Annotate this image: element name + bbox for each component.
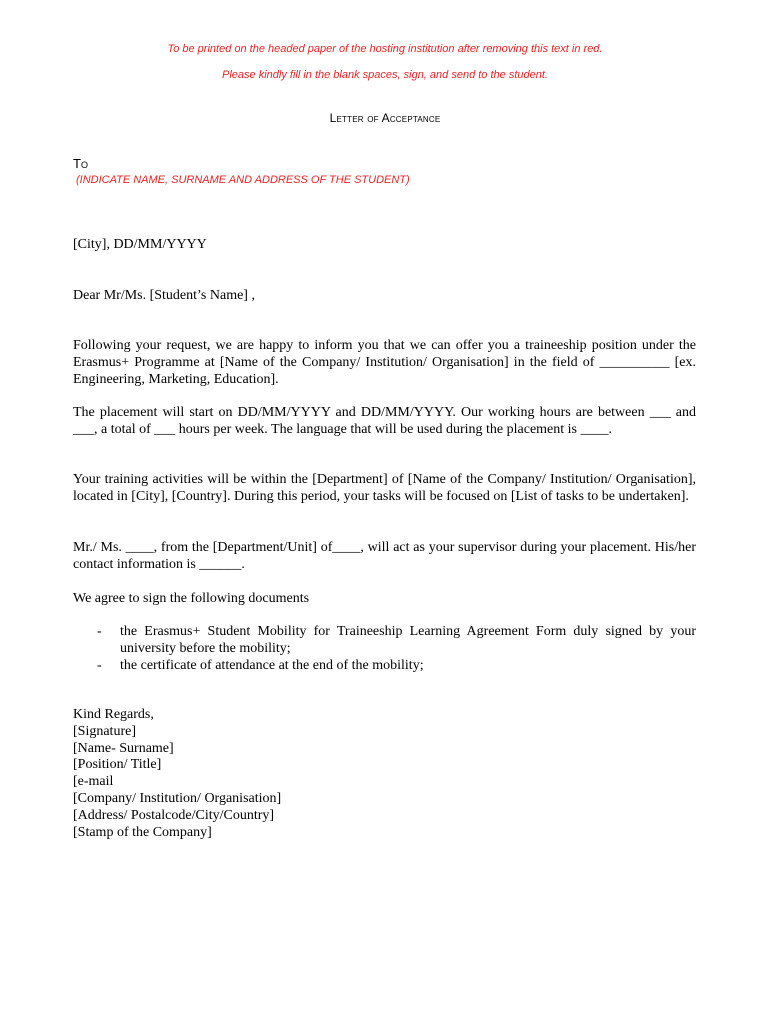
date-line: [City], DD/MM/YYYY xyxy=(73,237,207,252)
instruction-fill-note: Please kindly fill in the blank spaces, sign, and send to the student. xyxy=(222,69,548,81)
salutation: Dear Mr/Ms. [Student’s Name] , xyxy=(73,288,255,303)
name-line: [Name- Surname] xyxy=(73,740,174,756)
recipient-instruction: (INDICATE NAME, SURNAME AND ADDRESS OF THE STUDENT) xyxy=(76,174,410,186)
address-line: [Address/ Postalcode/City/Country] xyxy=(73,807,275,823)
list-bullet: - xyxy=(97,658,102,673)
paragraph-offer: Following your request, we are happy to inform you that we can offer you a traineeship position under the Erasmus+ Programme at [Name of the Company/ Institution/ Organisation] in the field of __________ [ex. Engineering, Marketing, Education]. xyxy=(73,338,696,387)
list-item-text: the certificate of attendance at the end of the mobility; xyxy=(120,658,424,673)
signature-line: [Signature] xyxy=(73,723,136,739)
closing-regards: Kind Regards, xyxy=(73,707,154,722)
paragraph-schedule: The placement will start on DD/MM/YYYY and DD/MM/YYYY. Our working hours are between ___ and ___, a total of ___ hours per week. The language that will be used during the placement is ____. xyxy=(73,405,696,437)
list-item-text: the Erasmus+ Student Mobility for Traineeship Learning Agreement Form duly signed by your university before the mobility; xyxy=(120,624,696,656)
email-line: [e-mail xyxy=(73,774,114,790)
paragraph-supervisor: Mr./ Ms. ____, from the [Department/Unit] of____, will act as your supervisor during your placement. His/her contact information is ______. xyxy=(73,540,696,572)
documents-list xyxy=(97,623,696,674)
stamp-line: [Stamp of the Company] xyxy=(73,824,212,840)
paragraph-activities: Your training activities will be within the [Department] of [Name of the Company/ Institution/ Organisation], located in [City], [Country]. During this period, your tasks will be focused on [List of tasks to be undertaken]. xyxy=(73,472,696,504)
instruction-print-note: To be printed on the headed paper of the hosting institution after removing this text in red. xyxy=(167,43,603,55)
position-line: [Position/ Title] xyxy=(73,757,162,773)
closing-block xyxy=(73,707,281,841)
list-item xyxy=(97,623,696,657)
list-item xyxy=(97,657,696,674)
list-bullet: - xyxy=(97,624,102,639)
letter-title: Letter of Acceptance xyxy=(329,111,441,125)
company-line: [Company/ Institution/ Organisation] xyxy=(73,790,282,806)
recipient-label: To xyxy=(73,156,88,171)
paragraph-documents-intro: We agree to sign the following documents xyxy=(73,591,310,606)
